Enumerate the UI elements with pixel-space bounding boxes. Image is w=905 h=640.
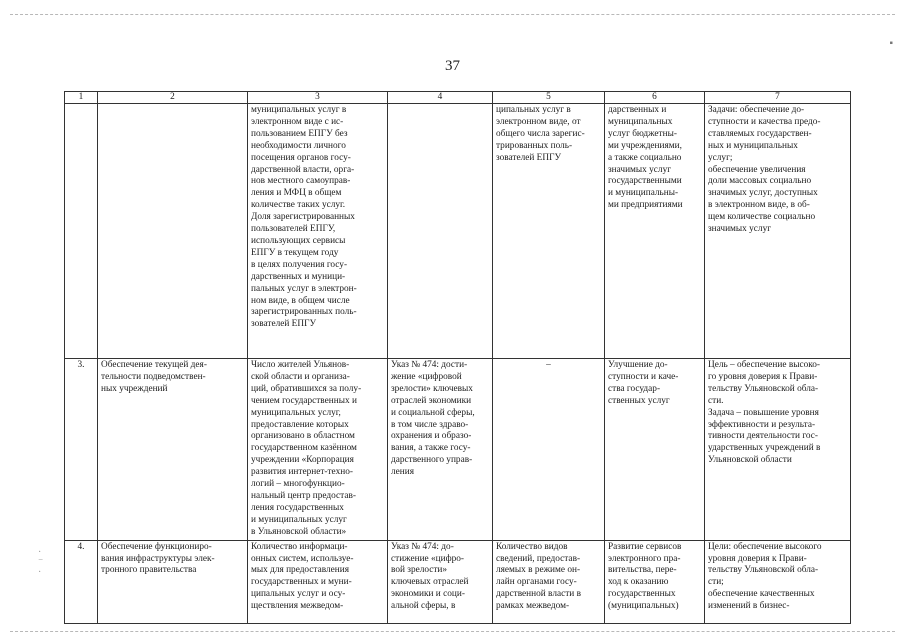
page-number: 37 — [445, 58, 460, 74]
scan-bottom-edge — [10, 631, 895, 632]
header-col-1: 1 — [65, 92, 98, 104]
plan-table — [64, 91, 851, 624]
table-row — [65, 359, 851, 541]
target-indicator: – — [493, 359, 605, 541]
row-number: 4. — [65, 540, 98, 623]
header-col-5: 5 — [493, 92, 605, 104]
header-col-2: 2 — [98, 92, 248, 104]
table-row — [65, 540, 851, 623]
scan-top-edge — [10, 14, 895, 15]
scan-side-mark: · ⁻ · — [38, 547, 44, 578]
goals-tasks: Цели: обеспечение высокого уровня доверия к Прави- тельству Ульяновской обла- сти; обеспечение качественных изменений в бизнес- — [705, 540, 851, 623]
decree-link — [388, 104, 493, 359]
expected-result: Развитие сервисов электронного пра- вительства, пере- ход к оказанию государственных (муниципальных) — [605, 540, 705, 623]
scan-corner-mark: ▪ — [889, 38, 893, 49]
expected-result: Улучшение до- ступности и каче- ства государ- ственных услуг — [605, 359, 705, 541]
header-row — [65, 92, 851, 104]
decree-link: Указ № 474: дости- жение «цифровой зрелости» ключевых отраслей экономики и социальной сферы, в том числе здраво- охранения и образо- вания, а также госу- дарственного управ- ления — [388, 359, 493, 541]
goals-tasks: Задачи: обеспечение до- ступности и качества предо- ставляемых государствен- ных и муниципальных услуг; обеспечение увеличения доли массовых социально значимых услуг, доступных в электронном виде, в об- щем количестве социально значимых услуг — [705, 104, 851, 359]
target-indicator: Количество видов сведений, предостав- ляемых в режиме он- лайн органами госу- дарственной власти в рамках межведом- — [493, 540, 605, 623]
header-col-3: 3 — [248, 92, 388, 104]
goals-tasks: Цель – обеспечение высоко- го уровня доверия к Прави- тельству Ульяновской обла- сти. Задача – повышение уровня эффективности и результа- тивности деятельности гос- ударственных учреждений в Ульяновской области — [705, 359, 851, 541]
expected-result: дарственных и муниципальных услуг бюджетны- ми учреждениями, а также социально значимых услуг государственными и муниципальны- ми предприятиями — [605, 104, 705, 359]
header-col-4: 4 — [388, 92, 493, 104]
activity-name: Обеспечение текущей дея- тельности подведомствен- ных учреждений — [98, 359, 248, 541]
row-number — [65, 104, 98, 359]
table-row — [65, 104, 851, 359]
row-number: 3. — [65, 359, 98, 541]
header-col-7: 7 — [705, 92, 851, 104]
header-col-6: 6 — [605, 92, 705, 104]
decree-link: Указ № 474: до- стижение «цифро- вой зрелости» ключевых отраслей экономики и соци- альной сферы, в — [388, 540, 493, 623]
indicator-text: Число жителей Ульянов- ской области и организа- ций, обратившихся за полу- чением государственных и муниципальных услуг, предоставление которых организовано в областном государственном казённом учреждении «Корпорация развития интернет-техно- логий – многофункцио- нальный центр предостав- ления государственных и муниципальных услуг в Ульяновской области» — [248, 359, 388, 541]
target-indicator: ципальных услуг в электронном виде, от общего числа зарегис- трированных поль- зователей ЕПГУ — [493, 104, 605, 359]
activity-name — [98, 104, 248, 359]
indicator-text: Количество информаци- онных систем, используе- мых для предоставления государственных и муни- ципальных услуг и осу- ществления межведом- — [248, 540, 388, 623]
activity-name: Обеспечение функциониро- вания инфраструктуры элек- тронного правительства — [98, 540, 248, 623]
indicator-text: муниципальных услуг в электронном виде с ис- пользованием ЕПГУ без необходимости личного посещения органов госу- дарственной власти, орга- нов местного самоуправ- ления и МФЦ в общем количестве таких услуг. Доля зарегистрированных пользователей ЕПГУ, использующих сервисы ЕПГУ в текущем году в целях получения госу- дарственных и муници- пальных услуг в электрон- ном виде, в общем числе зарегистрированных поль- зователей ЕПГУ — [248, 104, 388, 359]
